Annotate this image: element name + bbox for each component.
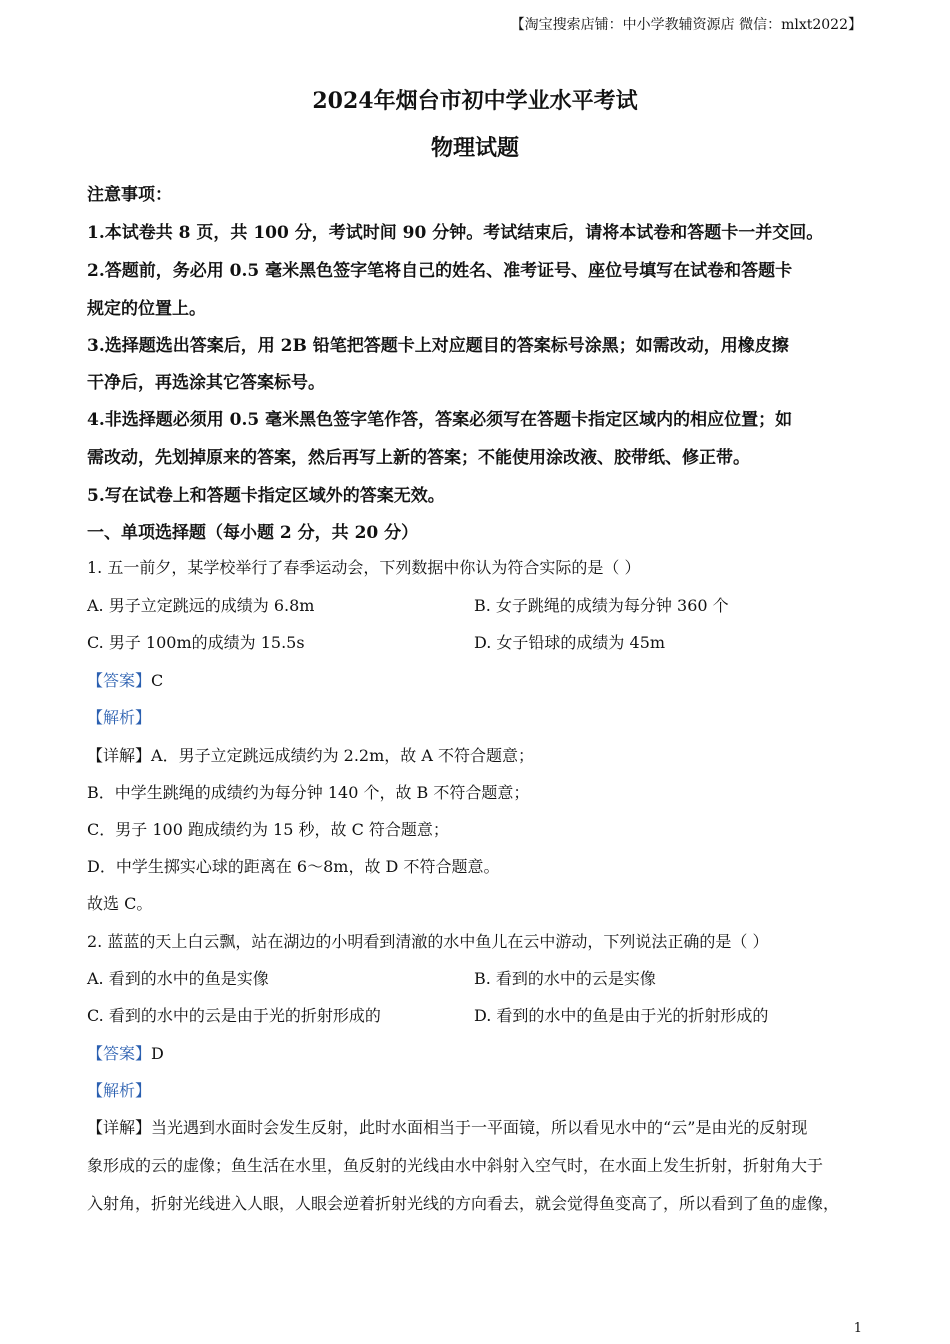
notice-line: 3.选择题选出答案后，用 2B 铅笔把答题卡上对应题目的答案标号涂黑；如需改动，用橡皮擦	[87, 336, 789, 356]
detail-line: B．中学生跳绳的成绩约为每分钟 140 个，故 B 不符合题意；	[87, 783, 530, 802]
notice-line: 干净后，再选涂其它答案标号。	[87, 373, 325, 393]
answer-tag: 【答案】	[87, 1044, 152, 1063]
subject-title: 物理试题	[430, 135, 519, 161]
notice-line: 规定的位置上。	[87, 299, 206, 319]
notice-line: 需改动，先划掉原来的答案，然后再写上新的答案；不能使用涂改液、胶带纸、修正带。	[87, 448, 750, 468]
section-heading: 一、单项选择题（每小题 2 分，共 20 分）	[87, 523, 419, 543]
answer-tag: 【答案】	[87, 671, 152, 690]
header-note: 【淘宝搜索店铺：中小学教辅资源店 微信：mlxt2022】	[510, 17, 862, 33]
answer-line	[87, 1041, 164, 1064]
notice-line: 1.本试卷共 8 页，共 100 分，考试时间 90 分钟。考试结束后，请将本试卷和答题卡一并交回。	[87, 223, 824, 243]
answer-value: D	[151, 1044, 164, 1063]
notice-line: 5.写在试卷上和答题卡指定区域外的答案无效。	[87, 486, 445, 506]
option-d: D. 看到的水中的鱼是由于光的折射形成的	[474, 1006, 769, 1025]
detail-tag: 【详解】	[87, 1118, 152, 1137]
option-c: C. 男子 100m的成绩为 15.5s	[87, 633, 305, 652]
page-number: 1	[853, 1321, 862, 1336]
question-stem: 2. 蓝蓝的天上白云飘，站在湖边的小明看到清澈的水中鱼儿在云中游动，下列说法正确的是（ ）	[87, 932, 769, 951]
detail-line: 象形成的云的虚像；鱼生活在水里，鱼反射的光线由水中斜射入空气时，在水面上发生折射，折射角大于	[87, 1156, 824, 1175]
detail-line: 故选 C。	[87, 894, 153, 913]
detail-text: A．男子立定跳远成绩约为 2.2m，故 A 不符合题意；	[151, 746, 535, 765]
detail-line	[87, 743, 534, 766]
analysis-tag: 【解析】	[87, 1081, 152, 1100]
detail-line: 入射角，折射光线进入人眼，人眼会逆着折射光线的方向看去，就会觉得鱼变高了，所以看到了鱼的虚像，	[87, 1194, 840, 1213]
option-b: B. 看到的水中的云是实像	[474, 969, 656, 988]
answer-line	[87, 668, 163, 691]
option-a: A. 看到的水中的鱼是实像	[87, 969, 269, 988]
answer-value: C	[151, 671, 164, 690]
detail-text: 当光遇到水面时会发生反射，此时水面相当于一平面镜，所以看见水中的“云”是由光的反射现	[151, 1118, 808, 1137]
detail-line	[87, 1115, 807, 1138]
option-d: D. 女子铅球的成绩为 45m	[474, 633, 666, 652]
notice-line: 4.非选择题必须用 0.5 毫米黑色签字笔作答，答案必须写在答题卡指定区域内的相应位置；如	[87, 410, 793, 430]
option-a: A. 男子立定跳远的成绩为 6.8m	[87, 596, 315, 615]
notice-line: 2.答题前，务必用 0.5 毫米黑色签字笔将自己的姓名、准考证号、座位号填写在试卷和答题卡	[87, 261, 793, 281]
analysis-tag: 【解析】	[87, 708, 152, 727]
option-c: C. 看到的水中的云是由于光的折射形成的	[87, 1006, 381, 1025]
exam-title: 2024年烟台市初中学业水平考试	[312, 88, 638, 114]
question-stem: 1. 五一前夕，某学校举行了春季运动会，下列数据中你认为符合实际的是（ ）	[87, 558, 641, 577]
detail-tag: 【详解】	[87, 746, 152, 765]
detail-line: D．中学生掷实心球的距离在 6～8m，故 D 不符合题意。	[87, 857, 500, 876]
notice-heading: 注意事项：	[87, 185, 172, 205]
option-b: B. 女子跳绳的成绩为每分钟 360 个	[474, 596, 729, 615]
detail-line: C．男子 100 跑成绩约为 15 秒，故 C 符合题意；	[87, 820, 449, 839]
